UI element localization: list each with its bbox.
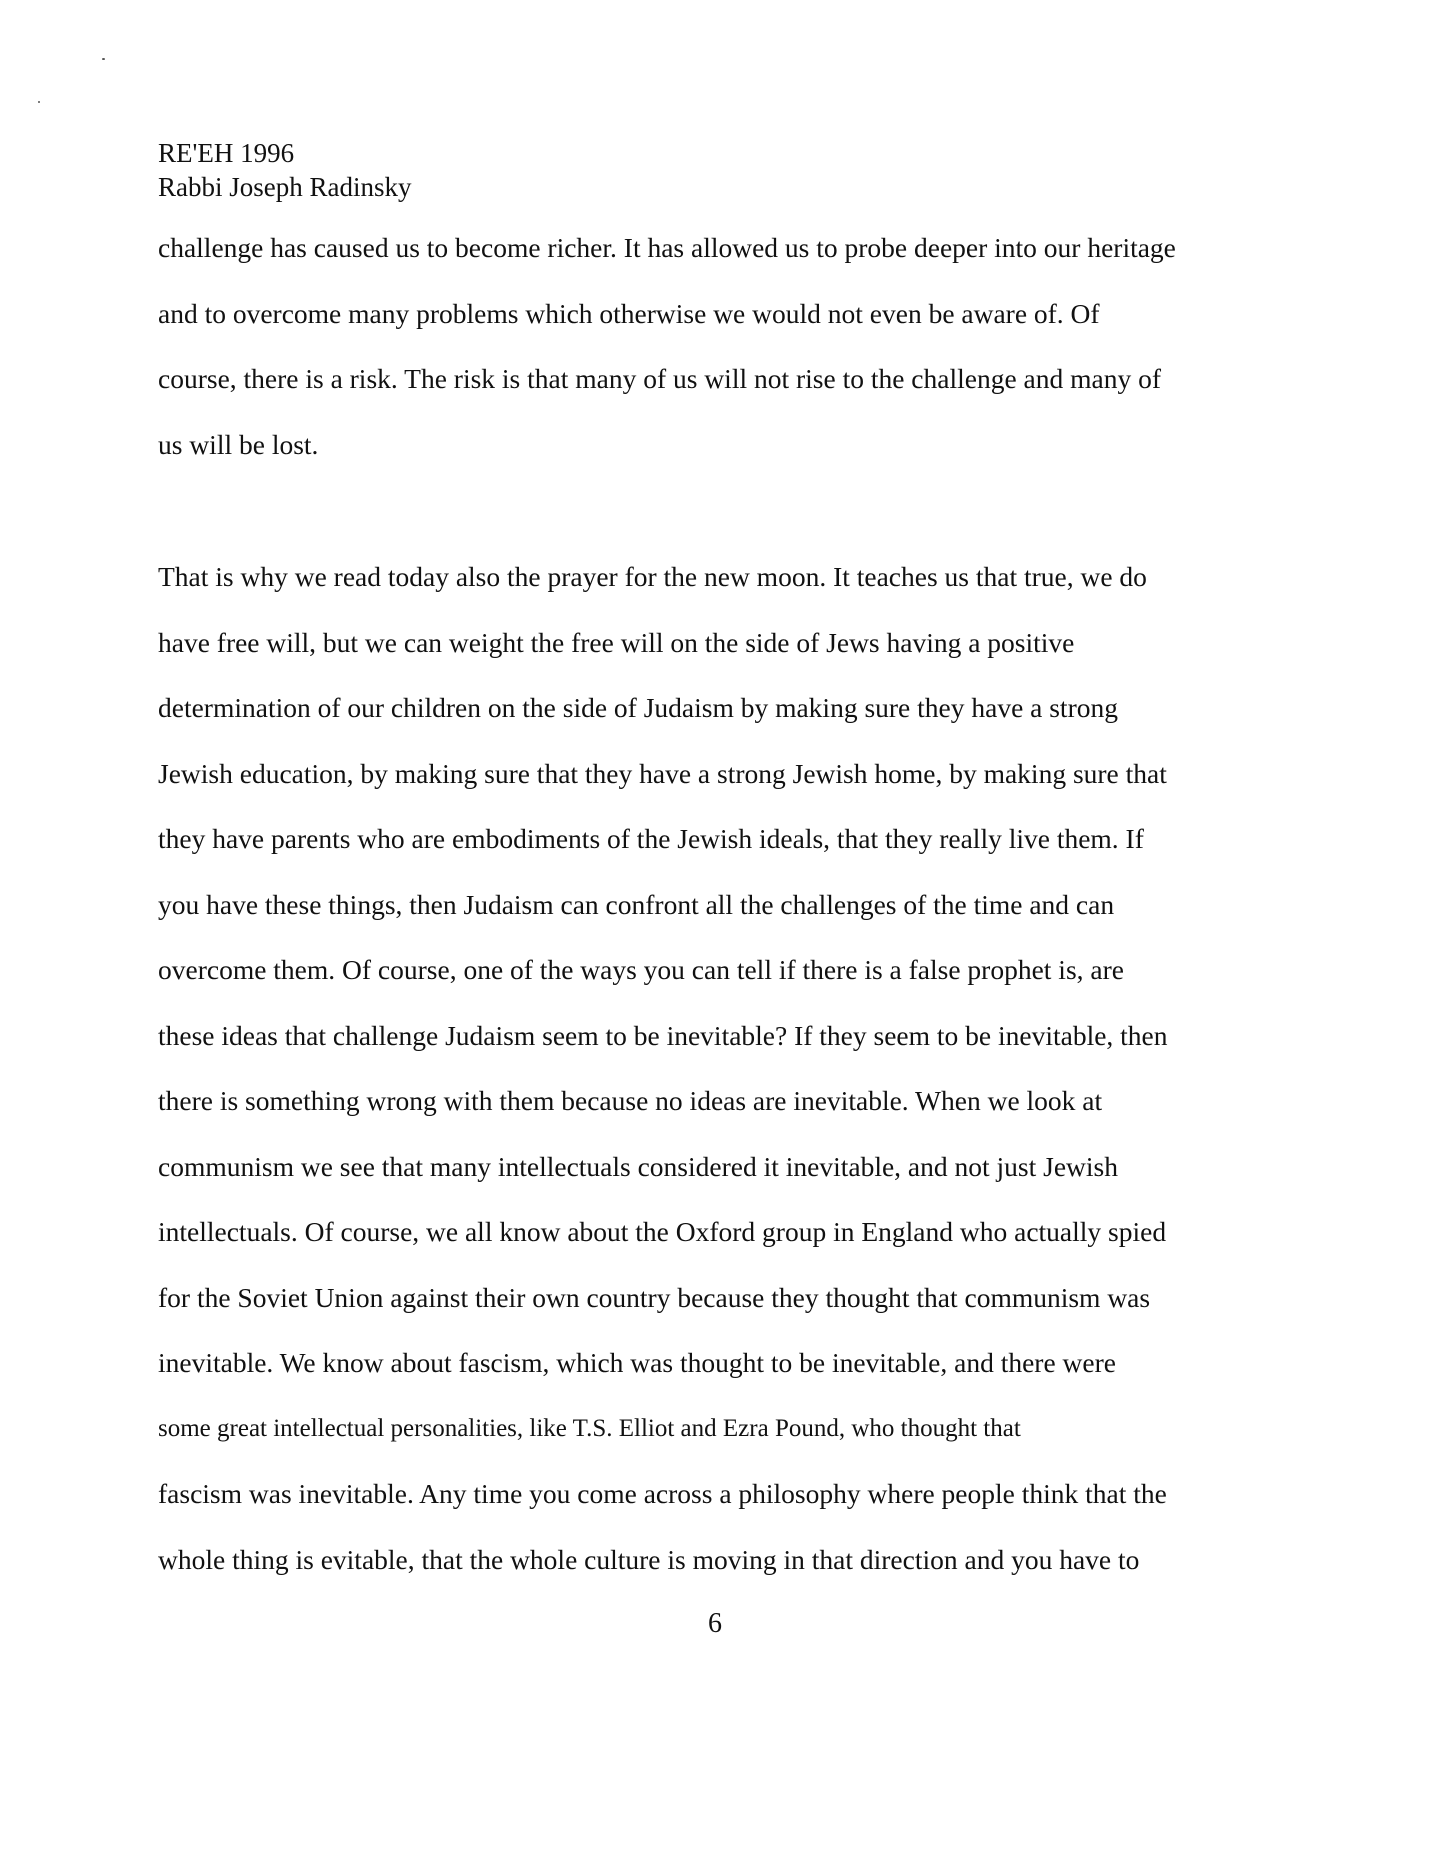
text-line: course, there is a risk. The risk is that many of us will not rise to the challenge and many of: [158, 363, 1161, 394]
text-line: challenge has caused us to become richer. It has allowed us to probe deeper into our heritage: [158, 232, 1176, 263]
text-line: That is why we read today also the prayer for the new moon. It teaches us that true, we do: [158, 561, 1147, 592]
paragraph: [158, 215, 1278, 477]
text-line: they have parents who are embodiments of the Jewish ideals, that they really live them. If: [158, 823, 1144, 854]
text-line: inevitable. We know about fascism, which was thought to be inevitable, and there were: [158, 1347, 1116, 1378]
page-number: 6: [708, 1608, 722, 1639]
text-line: overcome them. Of course, one of the ways you can tell if there is a false prophet is, are: [158, 954, 1124, 985]
document-header: [158, 136, 412, 204]
text-line: for the Soviet Union against their own country because they thought that communism was: [158, 1281, 1151, 1313]
text-line: there is something wrong with them because no ideas are inevitable. When we look at: [158, 1085, 1103, 1116]
text-line: you have these things, then Judaism can confront all the challenges of the time and can: [158, 888, 1115, 920]
text-line: fascism was inevitable. Any time you come across a philosophy where people think that the: [158, 1478, 1167, 1509]
text-line: communism we see that many intellectuals considered it inevitable, and not just Jewish: [158, 1150, 1118, 1182]
text-line: whole thing is evitable, that the whole culture is moving in that direction and you have to: [158, 1543, 1140, 1575]
scan-speck: [102, 58, 105, 60]
document-author: Rabbi Joseph Radinsky: [158, 172, 412, 202]
scan-speck: [38, 101, 40, 103]
text-line: Jewish education, by making sure that they have a strong Jewish home, by making sure that: [158, 757, 1167, 789]
document-title: RE'EH 1996: [158, 138, 295, 168]
text-line: intellectuals. Of course, we all know about the Oxford group in England who actually spied: [158, 1216, 1167, 1247]
text-line: have free will, but we can weight the free will on the side of Jews having a positive: [158, 626, 1075, 658]
text-line: these ideas that challenge Judaism seem to be inevitable? If they seem to be inevitable, then: [158, 1019, 1168, 1051]
text-line: some great intellectual personalities, like T.S. Elliot and Ezra Pound, who thought that: [158, 1414, 1021, 1442]
text-line: determination of our children on the side of Judaism by making sure they have a strong: [158, 692, 1118, 723]
paragraph: [158, 544, 1278, 1592]
text-line: and to overcome many problems which otherwise we would not even be aware of. Of: [158, 297, 1100, 329]
text-line: us will be lost.: [158, 428, 319, 460]
